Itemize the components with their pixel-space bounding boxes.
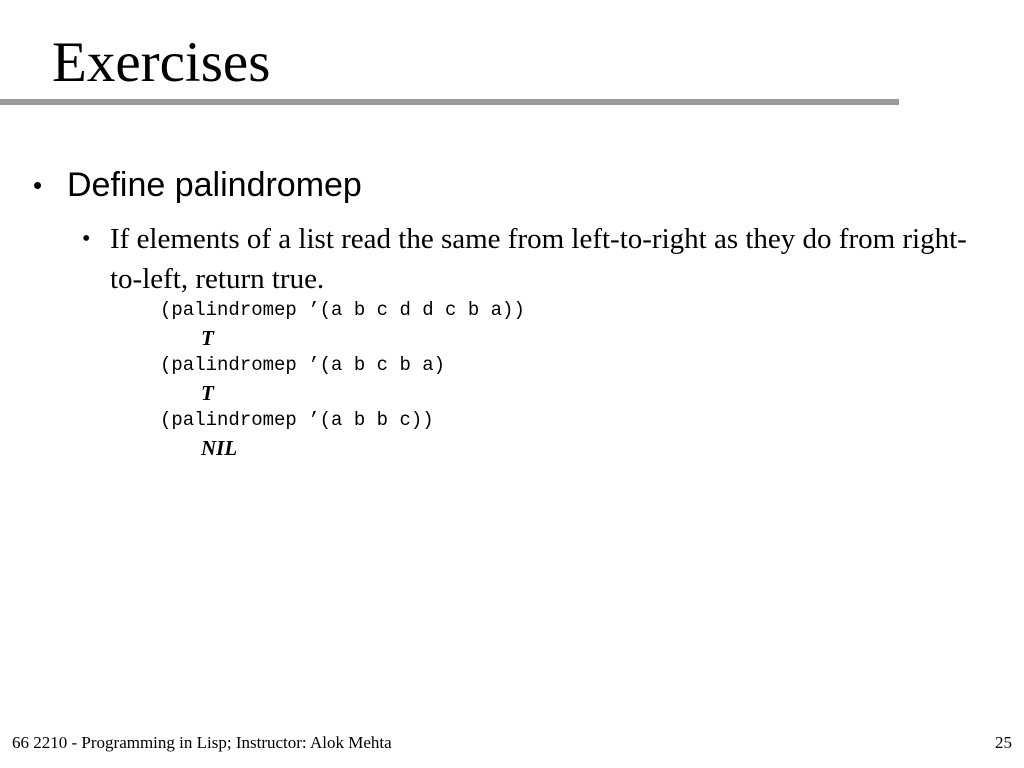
sub-bullet-dot-icon: • (82, 226, 91, 252)
result-example-3: NIL (201, 436, 238, 460)
title-divider (0, 99, 899, 105)
code-example-3: (palindromep ’(a b b c)) (160, 409, 434, 431)
slide-title: Exercises (52, 31, 271, 94)
bullet-item-define-palindromep: Define palindromep (67, 166, 362, 204)
result-example-1: T (201, 326, 214, 350)
footer-page-number: 25 (995, 733, 1012, 752)
code-example-1: (palindromep ’(a b c d d c b a)) (160, 299, 525, 321)
code-example-2: (palindromep ’(a b c b a) (160, 354, 446, 376)
sub-bullet-item-description: If elements of a list read the same from left-to-right as they do from right-to-left, return true. (110, 223, 967, 295)
result-example-2: T (201, 381, 214, 405)
footer-course-info: 66 2210 - Programming in Lisp; Instructor: Alok Mehta (12, 733, 392, 752)
bullet-dot-icon: • (33, 170, 43, 200)
